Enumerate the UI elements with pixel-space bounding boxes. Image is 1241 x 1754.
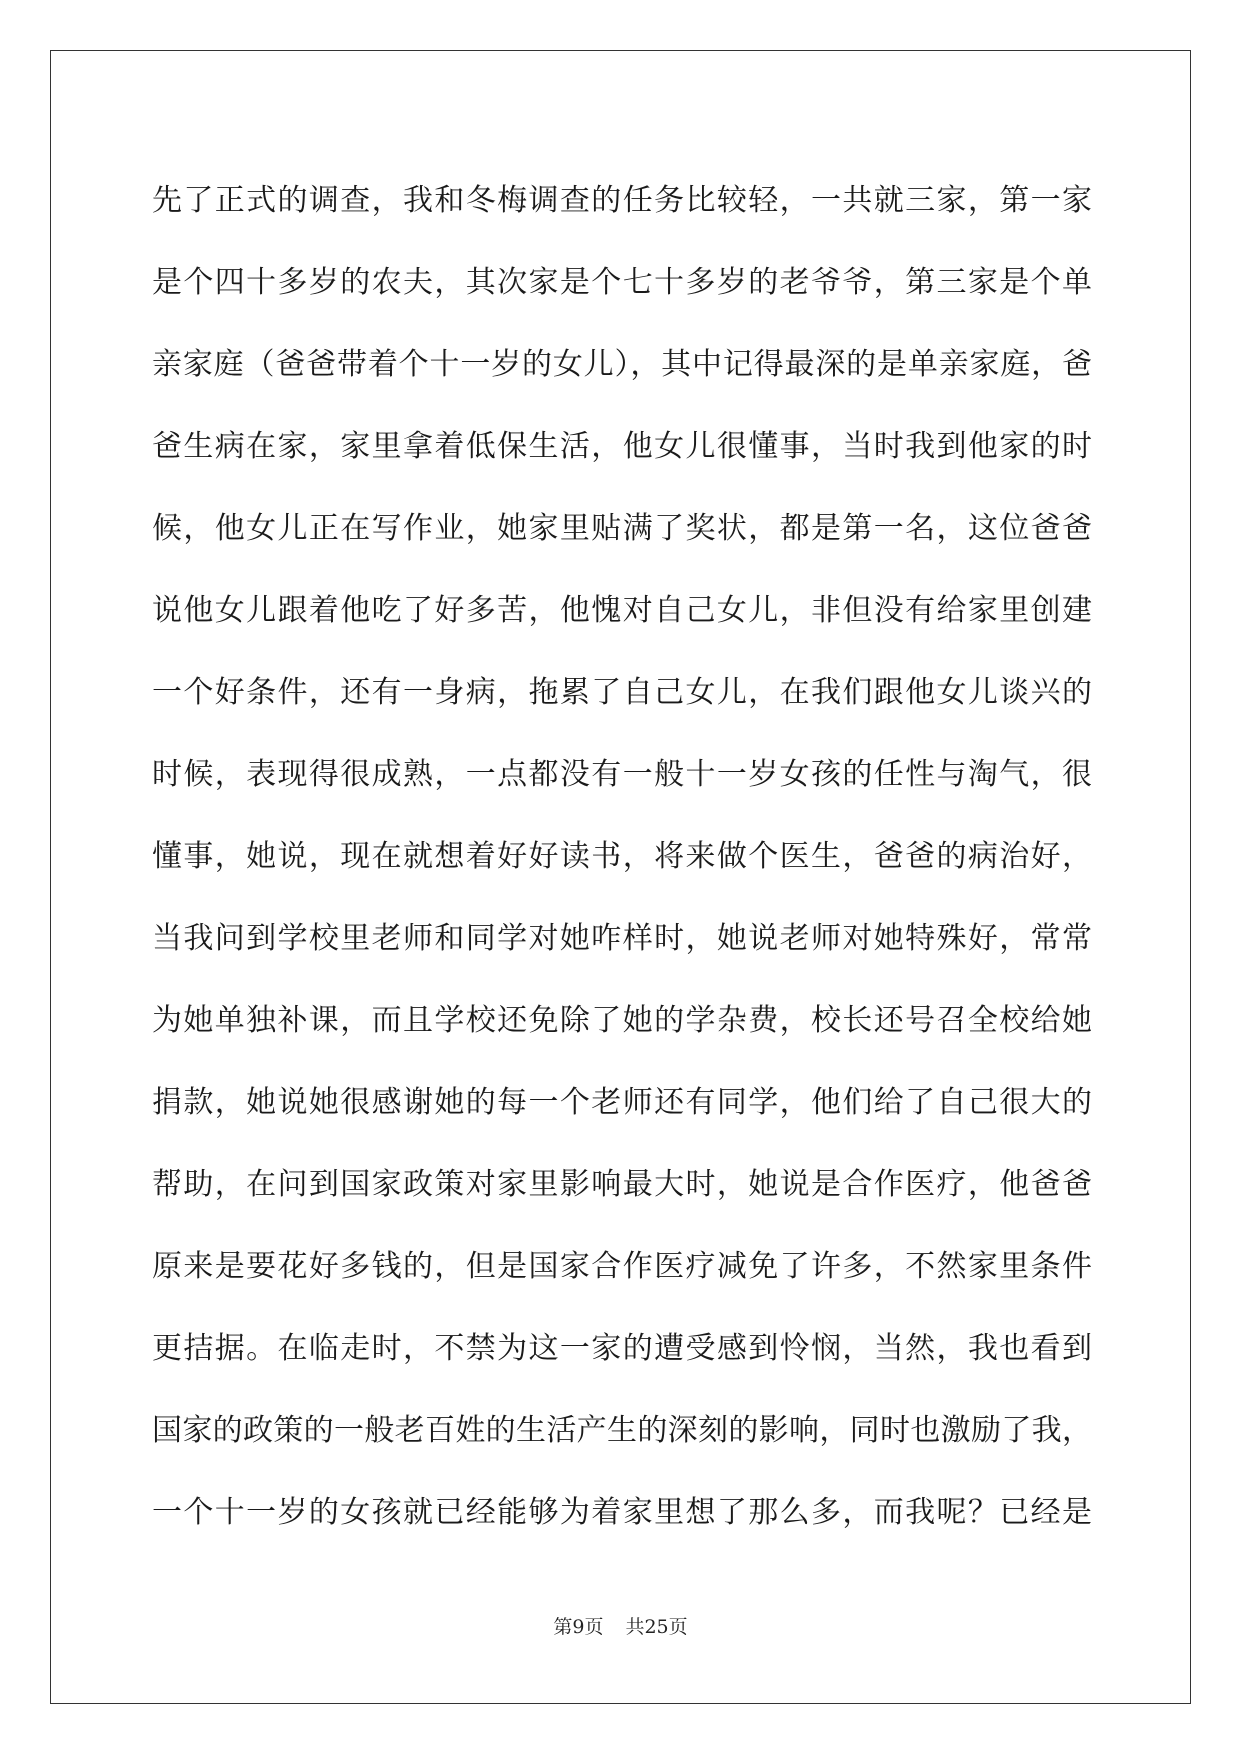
text-line: 一个好条件，还有一身病，拖累了自己女儿，在我们跟他女儿谈兴的 <box>152 675 1092 710</box>
text-line: 候，他女儿正在写作业，她家里贴满了奖状，都是第一名，这位爸爸 <box>152 511 1092 546</box>
text-line: 亲家庭（爸爸带着个十一岁的女儿），其中记得最深的是单亲家庭，爸 <box>152 347 1092 382</box>
text-line: 爸生病在家，家里拿着低保生活，他女儿很懂事，当时我到他家的时 <box>152 429 1092 464</box>
text-line: 一个十一岁的女孩就已经能够为着家里想了那么多，而我呢？已经是 <box>152 1495 1092 1530</box>
page-number-total: 共25页 <box>625 1616 688 1638</box>
text-line: 国家的政策的一般老百姓的生活产生的深刻的影响，同时也激励了我， <box>152 1413 1092 1448</box>
page-footer <box>0 1612 1241 1639</box>
text-line: 先了正式的调查，我和冬梅调查的任务比较轻，一共就三家，第一家 <box>152 183 1092 218</box>
text-line: 帮助，在问到国家政策对家里影响最大时，她说是合作医疗，他爸爸 <box>152 1167 1092 1202</box>
text-line: 捐款，她说她很感谢她的每一个老师还有同学，他们给了自己很大的 <box>152 1085 1092 1120</box>
text-line: 是个四十多岁的农夫，其次家是个七十多岁的老爷爷，第三家是个单 <box>152 265 1092 300</box>
text-line: 当我问到学校里老师和同学对她咋样时，她说老师对她特殊好，常常 <box>152 921 1092 956</box>
text-line: 时候，表现得很成熟，一点都没有一般十一岁女孩的任性与淘气，很 <box>152 757 1092 792</box>
page-number-current: 第9页 <box>553 1616 604 1638</box>
text-line: 懂事，她说，现在就想着好好读书，将来做个医生，爸爸的病治好， <box>152 839 1092 874</box>
text-line: 原来是要花好多钱的，但是国家合作医疗减免了许多，不然家里条件 <box>152 1249 1092 1284</box>
text-line: 为她单独补课，而且学校还免除了她的学杂费，校长还号召全校给她 <box>152 1003 1092 1038</box>
text-line: 更拮据。在临走时，不禁为这一家的遭受感到怜悯，当然，我也看到 <box>152 1331 1092 1366</box>
body-text <box>152 160 1092 1554</box>
text-line: 说他女儿跟着他吃了好多苦，他愧对自己女儿，非但没有给家里创建 <box>152 593 1092 628</box>
